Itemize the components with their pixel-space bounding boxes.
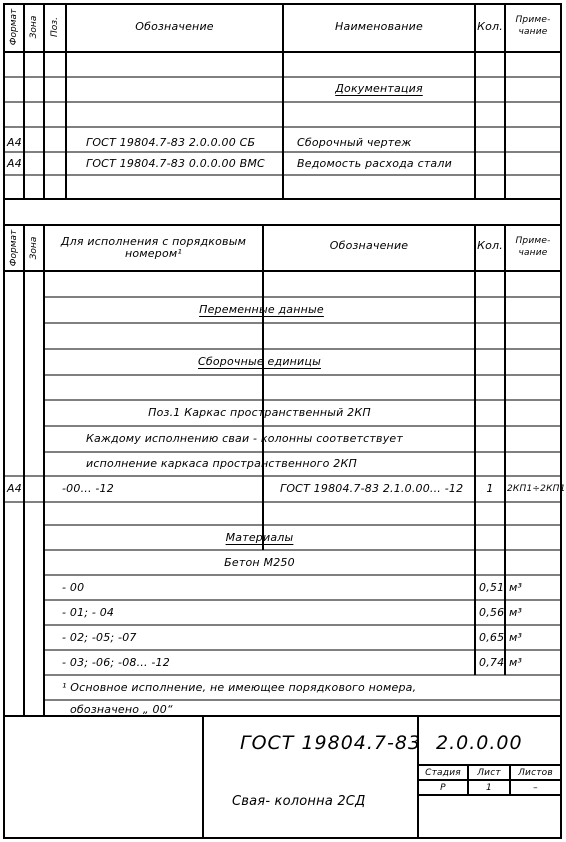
title-block-sheets-label: Листов	[518, 768, 553, 778]
col2-header-format: Формат	[9, 229, 19, 267]
assembly-pos-line: Поз.1 Каркас пространственный 2КП	[148, 406, 371, 419]
doc-row-2-format: А4	[7, 157, 22, 170]
assembly-desc-line-2: исполнение каркаса пространственного 2КП	[86, 457, 357, 470]
material-row-4-qty: 0,74	[479, 656, 505, 669]
material-row-2-qty: 0,56	[479, 606, 505, 619]
material-row-2-variant: - 01; - 04	[62, 606, 115, 619]
section-materials: Материалы	[225, 531, 294, 544]
assembly-row-format: А4	[7, 482, 22, 495]
assembly-row-designation: ГОСТ 19804.7-83 2.1.0.00... -12	[280, 482, 464, 495]
doc-row-2-designation: ГОСТ 19804.7-83 0.0.0.00 ВМС	[86, 157, 265, 170]
assembly-row-note: 2КП1÷2КП1	[507, 484, 566, 494]
title-block-item-name: Свая- колонна 2СД	[232, 794, 366, 809]
col2-header-zone: Зона	[29, 236, 39, 260]
title-block-stage-value: Р	[440, 783, 446, 793]
col-header-note-2: чание	[518, 27, 548, 37]
material-row-4-unit: м³	[509, 656, 523, 669]
assembly-row-variant: -00... -12	[62, 482, 114, 495]
col2-header-qty: Кол.	[477, 239, 503, 252]
material-row-3-qty: 0,65	[479, 631, 505, 644]
material-row-2-unit: м³	[509, 606, 523, 619]
col-header-qty: Кол.	[477, 20, 503, 33]
title-block-stage-label: Стадия	[425, 768, 461, 778]
assembly-row-qty: 1	[486, 482, 494, 495]
doc-row-1-designation: ГОСТ 19804.7-83 2.0.0.00 СБ	[86, 136, 256, 149]
col2-header-note-2: чание	[518, 248, 548, 258]
title-block-code: 2.0.0.00	[436, 732, 523, 754]
material-row-1-qty: 0,51	[479, 581, 505, 594]
col-header-pos: Поз.	[50, 17, 60, 37]
title-block-sheet-value: 1	[486, 783, 492, 793]
footnote-line-1: ¹ Основное исполнение, не имеющее порядкового номера,	[62, 681, 417, 694]
col2-header-variant-1: Для исполнения с порядковым	[60, 235, 247, 248]
col-header-note-1: Приме-	[515, 15, 551, 25]
col-header-format: Формат	[9, 8, 19, 46]
materials-concrete: Бетон М250	[224, 556, 295, 569]
col-header-zone: Зона	[29, 15, 39, 39]
col2-header-note-1: Приме-	[515, 236, 551, 246]
title-block-sheets-value: –	[533, 783, 538, 793]
col2-header-variant-2: номером¹	[124, 247, 182, 260]
footnote-line-2: обозначено „ 00“	[70, 703, 173, 716]
col-header-designation: Обозначение	[135, 20, 214, 33]
material-row-1-variant: - 00	[62, 581, 85, 594]
section-variable-data: Переменные данные	[199, 303, 324, 316]
doc-row-2-name: Ведомость расхода стали	[297, 157, 452, 170]
assembly-desc-line-1: Каждому исполнению сваи - колонны соответствует	[86, 432, 403, 445]
material-row-1-unit: м³	[509, 581, 523, 594]
material-row-3-variant: - 02; -05; -07	[62, 631, 137, 644]
section-documentation: Документация	[335, 82, 423, 95]
title-block-sheet-label: Лист	[477, 768, 501, 778]
section-assembly-units: Сборочные единицы	[198, 355, 321, 368]
col2-header-designation: Обозначение	[329, 239, 409, 252]
title-block-standard: ГОСТ 19804.7-83	[240, 732, 422, 754]
material-row-3-unit: м³	[509, 631, 523, 644]
doc-row-1-name: Сборочный чертеж	[297, 136, 412, 149]
col-header-name: Наименование	[335, 20, 423, 33]
doc-row-1-format: А4	[7, 136, 22, 149]
material-row-4-variant: - 03; -06; -08... -12	[62, 656, 170, 669]
